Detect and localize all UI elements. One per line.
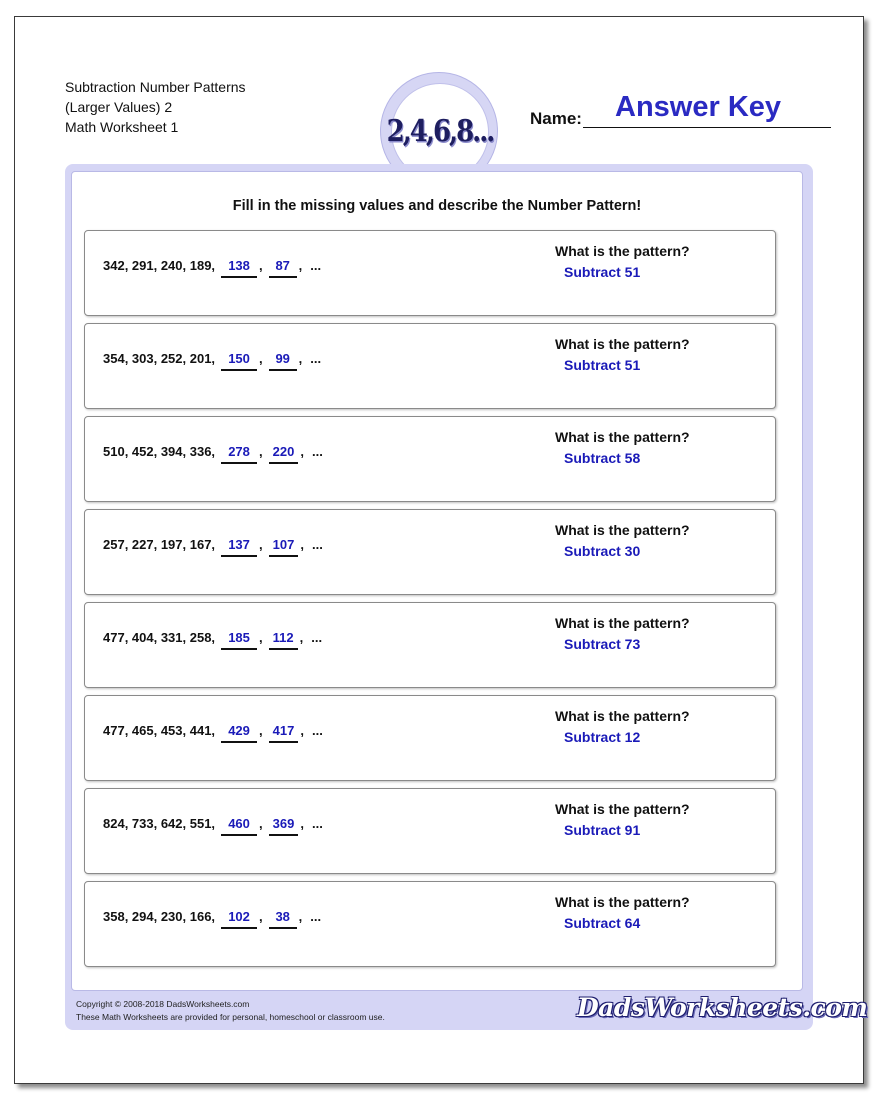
number-sequence — [103, 444, 323, 464]
pattern-question: What is the pattern? — [555, 429, 690, 445]
problem-box — [84, 695, 776, 781]
pattern-answer[interactable]: Subtract 12 — [564, 729, 641, 745]
number-sequence — [103, 909, 321, 929]
copyright-text: Copyright © 2008-2018 DadsWorksheets.com — [76, 999, 250, 1009]
ellipsis: ... — [312, 444, 323, 459]
comma-separator: , — [259, 909, 263, 924]
sequence-values: 342, 291, 240, 189, — [103, 258, 216, 273]
missing-value-2[interactable]: 112 — [269, 630, 298, 650]
ellipsis: ... — [311, 630, 323, 645]
missing-value-1[interactable]: 138 — [221, 258, 257, 278]
number-sequence — [103, 723, 323, 743]
number-sequence — [103, 258, 321, 278]
missing-value-2[interactable]: 107 — [269, 537, 299, 557]
missing-value-1[interactable]: 150 — [221, 351, 257, 371]
sequence-values: 824, 733, 642, 551, — [103, 816, 216, 831]
pattern-answer[interactable]: Subtract 64 — [564, 915, 641, 931]
name-line — [583, 127, 831, 128]
ellipsis: ... — [310, 351, 322, 366]
pattern-answer[interactable]: Subtract 51 — [564, 357, 641, 373]
comma-separator: , — [300, 444, 304, 459]
comma-separator: , — [259, 351, 263, 366]
missing-value-1[interactable]: 137 — [221, 537, 257, 557]
dadsworksheets-logo: DadsWorksheets.com — [577, 993, 868, 1022]
problem-box — [84, 416, 776, 502]
problem-box — [84, 509, 776, 595]
title-line-1: Subtraction Number Patterns — [65, 79, 246, 95]
ellipsis: ... — [312, 723, 323, 738]
sequence-values: 354, 303, 252, 201, — [103, 351, 216, 366]
comma-separator: , — [259, 816, 263, 831]
comma-separator: , — [300, 723, 304, 738]
title-line-3: Math Worksheet 1 — [65, 119, 179, 135]
comma-separator: , — [259, 444, 263, 459]
comma-separator: , — [298, 258, 303, 273]
number-sequence — [103, 630, 322, 650]
title-line-2: (Larger Values) 2 — [65, 99, 173, 115]
missing-value-2[interactable]: 38 — [269, 909, 297, 929]
missing-value-2[interactable]: 417 — [269, 723, 299, 743]
missing-value-2[interactable]: 220 — [269, 444, 299, 464]
pattern-answer[interactable]: Subtract 58 — [564, 450, 641, 466]
pattern-answer[interactable]: Subtract 73 — [564, 636, 641, 652]
ellipsis: ... — [310, 258, 322, 273]
comma-separator: , — [259, 258, 263, 273]
worksheet-frame — [65, 164, 868, 1030]
answer-key-label: Answer Key — [615, 91, 782, 123]
pattern-question: What is the pattern? — [555, 243, 690, 259]
worksheet-body — [71, 171, 803, 991]
worksheet-page — [14, 16, 868, 1084]
sequence-values: 477, 465, 453, 441, — [103, 723, 216, 738]
comma-separator: , — [300, 816, 304, 831]
sequence-values: 477, 404, 331, 258, — [103, 630, 216, 645]
problem-box — [84, 323, 776, 409]
missing-value-1[interactable]: 460 — [221, 816, 257, 836]
problem-box — [84, 881, 776, 967]
pattern-question: What is the pattern? — [555, 336, 690, 352]
sequence-values: 257, 227, 197, 167, — [103, 537, 216, 552]
comma-separator: , — [259, 630, 263, 645]
pattern-answer[interactable]: Subtract 30 — [564, 543, 641, 559]
ellipsis: ... — [310, 909, 322, 924]
number-sequence — [103, 351, 321, 371]
comma-separator: , — [299, 630, 304, 645]
pattern-question: What is the pattern? — [555, 522, 690, 538]
usage-notice: These Math Worksheets are provided for personal, homeschool or classroom use. — [76, 1012, 385, 1022]
name-label: Name: — [530, 109, 582, 128]
ellipsis: ... — [312, 816, 323, 831]
pattern-question: What is the pattern? — [555, 894, 690, 910]
missing-value-1[interactable]: 278 — [221, 444, 257, 464]
missing-value-1[interactable]: 185 — [221, 630, 257, 650]
pattern-question: What is the pattern? — [555, 801, 690, 817]
comma-separator: , — [298, 909, 303, 924]
problem-box — [84, 602, 776, 688]
missing-value-2[interactable]: 87 — [269, 258, 297, 278]
comma-separator: , — [259, 723, 263, 738]
pattern-answer[interactable]: Subtract 51 — [564, 264, 641, 280]
comma-separator: , — [259, 537, 263, 552]
comma-separator: , — [298, 351, 303, 366]
number-sequence — [103, 816, 323, 836]
instructions: Fill in the missing values and describe the Number Pattern! — [232, 198, 642, 214]
sequence-values: 358, 294, 230, 166, — [103, 909, 216, 924]
missing-value-1[interactable]: 429 — [221, 723, 257, 743]
pattern-logo-text: 2,4,6,8... — [386, 114, 494, 150]
pattern-question: What is the pattern? — [555, 615, 690, 631]
ellipsis: ... — [312, 537, 323, 552]
footer-copyright — [76, 998, 385, 1024]
problem-box — [84, 788, 776, 874]
missing-value-1[interactable]: 102 — [221, 909, 257, 929]
pattern-answer[interactable]: Subtract 91 — [564, 822, 641, 838]
problem-box — [84, 230, 776, 316]
worksheet-title — [65, 77, 246, 137]
number-sequence — [103, 537, 323, 557]
missing-value-2[interactable]: 99 — [269, 351, 297, 371]
missing-value-2[interactable]: 369 — [269, 816, 299, 836]
pattern-question: What is the pattern? — [555, 708, 690, 724]
sequence-values: 510, 452, 394, 336, — [103, 444, 216, 459]
comma-separator: , — [300, 537, 304, 552]
